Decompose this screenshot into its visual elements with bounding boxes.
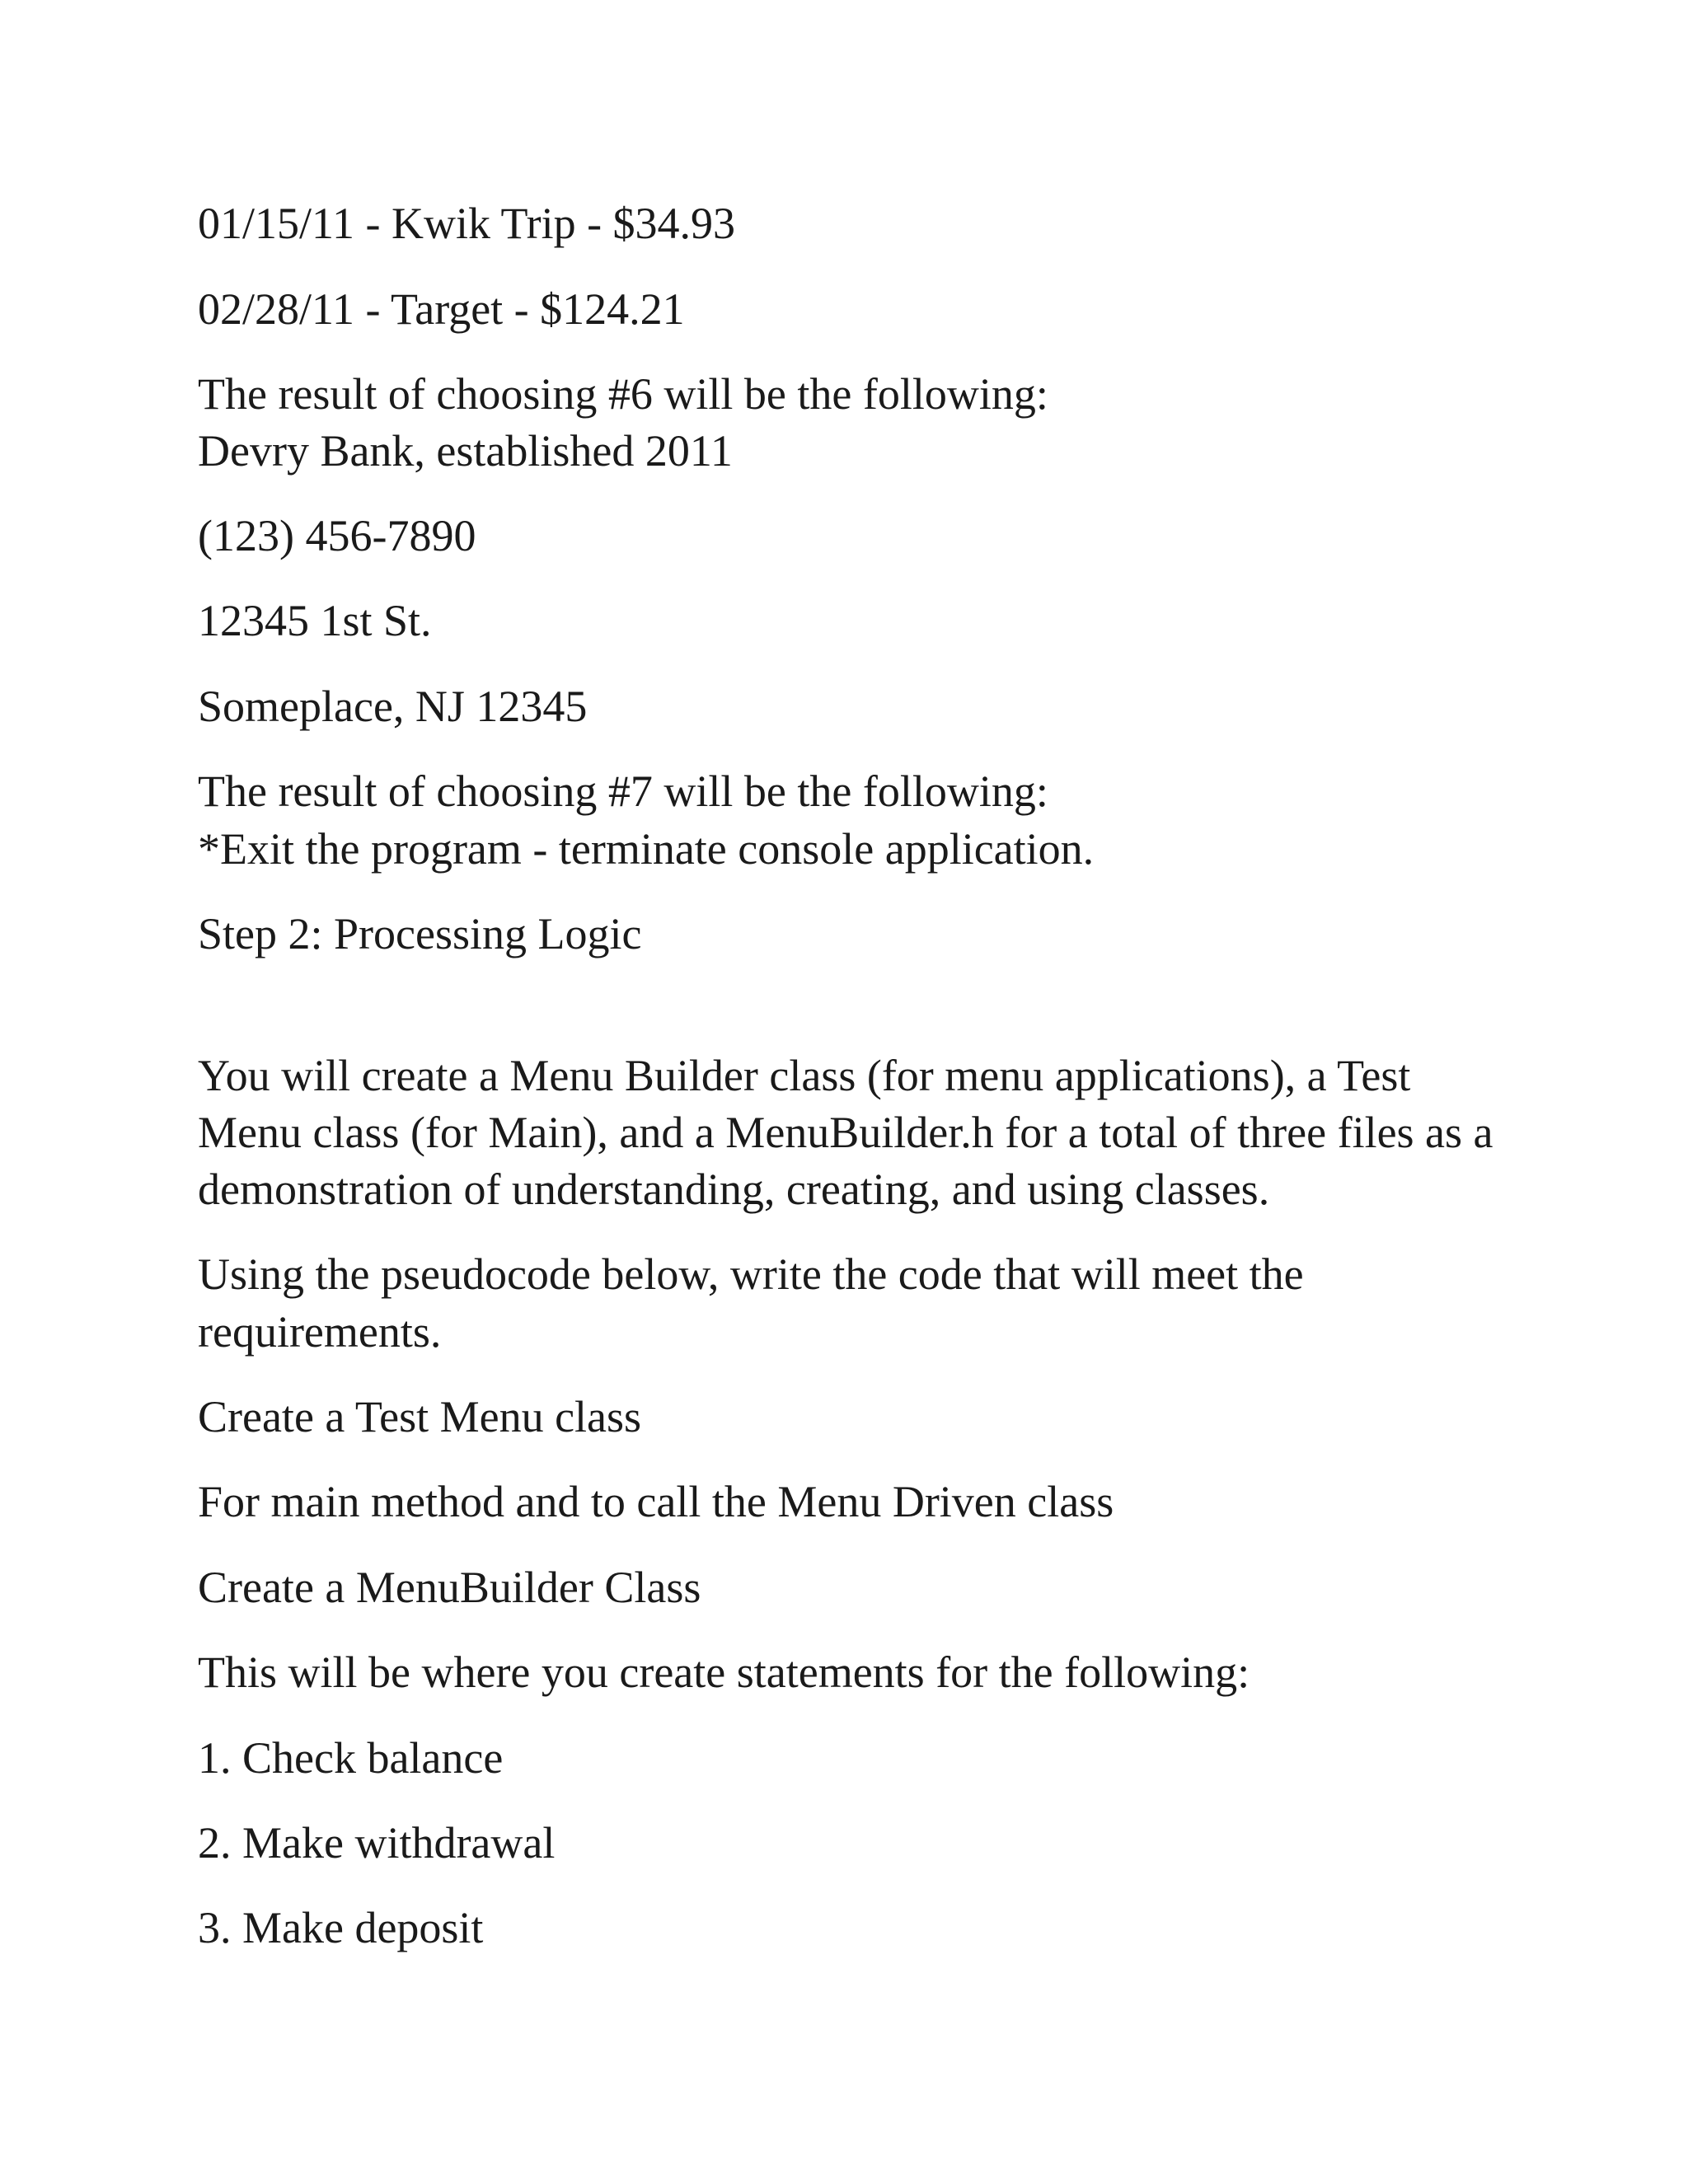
transaction-line: 02/28/11 - Target - $124.21 (198, 284, 685, 334)
menubuilder-desc: This will be where you create statements for the following: (198, 1647, 1250, 1697)
paragraph-line: You will create a Menu Builder class (for menu applications), a Test (198, 1051, 1411, 1100)
paragraph-line: Menu class (for Main), and a MenuBuilder.h for a total of three files as a (198, 1108, 1493, 1157)
bank-phone-line: (123) 456-7890 (198, 511, 476, 560)
paragraph-line: requirements. (198, 1307, 442, 1357)
paragraph-line: Using the pseudocode below, write the code that will meet the (198, 1249, 1304, 1299)
menu-item: 3. Make deposit (198, 1903, 484, 1952)
paragraph-line: demonstration of understanding, creating, and using classes. (198, 1165, 1270, 1214)
result-6-heading: The result of choosing #6 will be the following: (198, 369, 1048, 419)
bank-name-line: Devry Bank, established 2011 (198, 426, 733, 476)
test-menu-desc: For main method and to call the Menu Driven class (198, 1477, 1114, 1526)
step-2-heading: Step 2: Processing Logic (198, 909, 642, 958)
bank-street-line: 12345 1st St. (198, 596, 432, 645)
menu-item: 1. Check balance (198, 1733, 504, 1783)
menubuilder-heading: Create a MenuBuilder Class (198, 1563, 701, 1612)
exit-line: *Exit the program - terminate console application. (198, 824, 1095, 874)
transaction-line: 01/15/11 - Kwik Trip - $34.93 (198, 199, 736, 248)
test-menu-heading: Create a Test Menu class (198, 1392, 642, 1441)
result-7-heading: The result of choosing #7 will be the following: (198, 766, 1048, 816)
bank-city-line: Someplace, NJ 12345 (198, 682, 588, 731)
menu-item: 2. Make withdrawal (198, 1818, 556, 1868)
